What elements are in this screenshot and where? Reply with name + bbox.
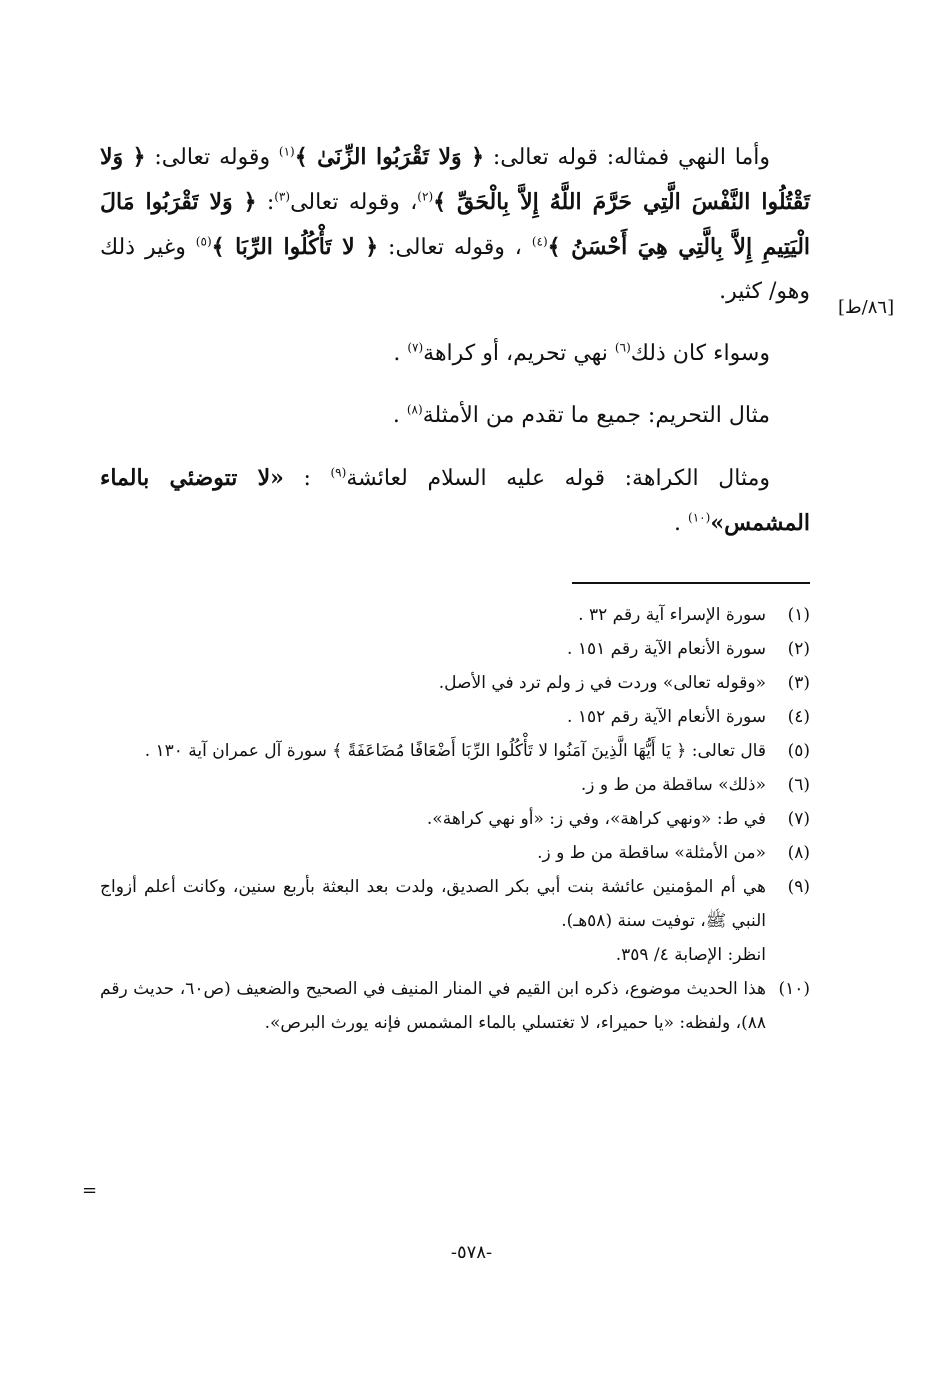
footnote-item xyxy=(100,700,810,734)
footnote-ref[interactable]: (٧) xyxy=(407,340,424,355)
footnote-ref[interactable]: (٣) xyxy=(274,189,291,204)
footnote-text: «من الأمثلة» ساقطة من ط و ز. xyxy=(537,843,766,863)
hadith-quote: «لا تتوضئي بالماء المشمس» xyxy=(100,465,810,536)
footnote-text-group xyxy=(100,870,766,972)
footnote-ref[interactable]: (٢) xyxy=(417,189,434,204)
footnote-text: سورة الأنعام الآية رقم ١٥١ . xyxy=(567,639,766,659)
footnote-ref[interactable]: (٥) xyxy=(195,234,212,249)
text-run: وأما النهي فمثاله: قوله تعالى: xyxy=(484,145,770,170)
footnote-number: (٦) xyxy=(787,775,810,795)
footnote-ref[interactable]: (١٠) xyxy=(688,510,711,525)
footnote-number: (٩) xyxy=(787,877,810,897)
footnote-item xyxy=(100,666,810,700)
text-run: وغير ذلك وهو/ كثير. xyxy=(100,235,810,304)
text-run: ومثال الكراهة: قوله عليه السلام لعائشة xyxy=(346,466,770,491)
paragraph-types xyxy=(100,332,810,376)
footnote-ref[interactable]: (٤) xyxy=(531,234,548,249)
paragraph-tahrim-example xyxy=(100,394,810,438)
text-run: : xyxy=(256,190,275,215)
footnote-text: سورة الإسراء آية رقم ٣٢ . xyxy=(578,605,766,625)
main-text xyxy=(100,135,810,564)
text-run: مثال التحريم: جميع ما تقدم من الأمثلة xyxy=(422,403,770,428)
paragraph-karaha-example xyxy=(100,456,810,546)
text-run: نهي تحريم، أو كراهة xyxy=(423,341,615,366)
footnote-ref[interactable]: (٨) xyxy=(406,402,423,417)
footnote-number: (١٠) xyxy=(778,979,810,999)
footnote-item xyxy=(100,734,810,768)
footnote-item xyxy=(100,972,810,1040)
footnote-number: (٢) xyxy=(787,639,810,659)
footnote-item xyxy=(100,632,810,666)
footnote-item xyxy=(100,768,810,802)
footnote-text: «وقوله تعالى» وردت في ز ولم ترد في الأصل. xyxy=(438,673,766,693)
footnote-number: (١) xyxy=(787,605,810,625)
footnote-ref[interactable]: (٦) xyxy=(614,340,631,355)
text-run: . xyxy=(393,341,408,366)
text-run: ، وقوله تعالى: xyxy=(378,235,532,260)
footnotes xyxy=(100,598,810,1040)
footnote-number: (٧) xyxy=(787,809,810,829)
footnote-text: قال تعالى: ﴿ يَا أَيُّهَا الَّذِينَ آمَنُوا لا تَأْكُلُوا الرِّبَا أَضْعَافًا مُضَاعَفَةً ﴾ سورة آل عمران آية ١٣٠ . xyxy=(144,741,766,761)
page-number: -٥٧٨- xyxy=(450,1242,493,1263)
footnote-item xyxy=(100,870,810,972)
footnote-item xyxy=(100,802,810,836)
footnote-number: (٤) xyxy=(787,707,810,727)
quran-quote: ﴿ وَلا تَقْرَبُوا مَالَ الْيَتِيمِ إِلاَّ بِالَّتِي هِيَ أَحْسَنُ ﴾ xyxy=(100,189,811,260)
text-run: . xyxy=(674,511,689,536)
footnote-text: هي أم المؤمنين عائشة بنت أبي بكر الصديق، ولدت بعد البعثة بأربع سنين، وكانت أعلم أزواج النبي ﷺ، توفيت سنة (٥٨هـ). xyxy=(100,877,766,931)
text-run: : xyxy=(283,466,331,491)
footnote-ref[interactable]: (٩) xyxy=(330,465,347,480)
text-run: ، وقوله تعالى xyxy=(290,190,418,215)
footnote-text-ref: انظر: الإصابة ٤/ ٣٥٩. xyxy=(615,945,766,965)
continuation-mark: = xyxy=(82,1180,98,1201)
text-run: وسواء كان ذلك xyxy=(630,341,770,366)
footnote-text: سورة الأنعام الآية رقم ١٥٢ . xyxy=(567,707,766,727)
footnote-number: (٥) xyxy=(787,741,810,761)
footnote-text: في ط: «ونهي كراهة»، وفي ز: «أو نهي كراهة». xyxy=(426,809,766,829)
footnote-separator xyxy=(572,582,810,584)
text-run: . xyxy=(392,403,407,428)
footnote-number: (٣) xyxy=(787,673,810,693)
footnote-number: (٨) xyxy=(787,843,810,863)
footnote-text: «ذلك» ساقطة من ط و ز. xyxy=(580,775,766,795)
footnote-item xyxy=(100,836,810,870)
margin-manuscript-ref: [٨٦/ط] xyxy=(838,297,895,318)
footnote-item xyxy=(100,598,810,632)
text-run: وقوله تعالى: xyxy=(145,145,279,170)
footnote-ref[interactable]: (١) xyxy=(278,144,295,159)
quran-quote: ﴿ لا تَأْكُلُوا الرِّبَا ﴾ xyxy=(211,234,379,260)
quran-quote: ﴿ وَلا تَقْرَبُوا الزِّنَىٰ ﴾ xyxy=(294,144,484,170)
footnote-text: هذا الحديث موضوع، ذكره ابن القيم في المنار المنيف في الصحيح والضعيف (ص٦٠، حديث رقم ٨٨)، ولفظه: «يا حميراء، لا تغتسلي بالماء المشمس فإنه يورث البرص». xyxy=(100,979,766,1033)
quran-quote: ﴿ وَلا تَقْتُلُوا النَّفْسَ الَّتِي حَرَّمَ اللَّهُ إِلاَّ بِالْحَقِّ ﴾ xyxy=(100,144,810,215)
paragraph-nahy-examples xyxy=(100,135,810,314)
